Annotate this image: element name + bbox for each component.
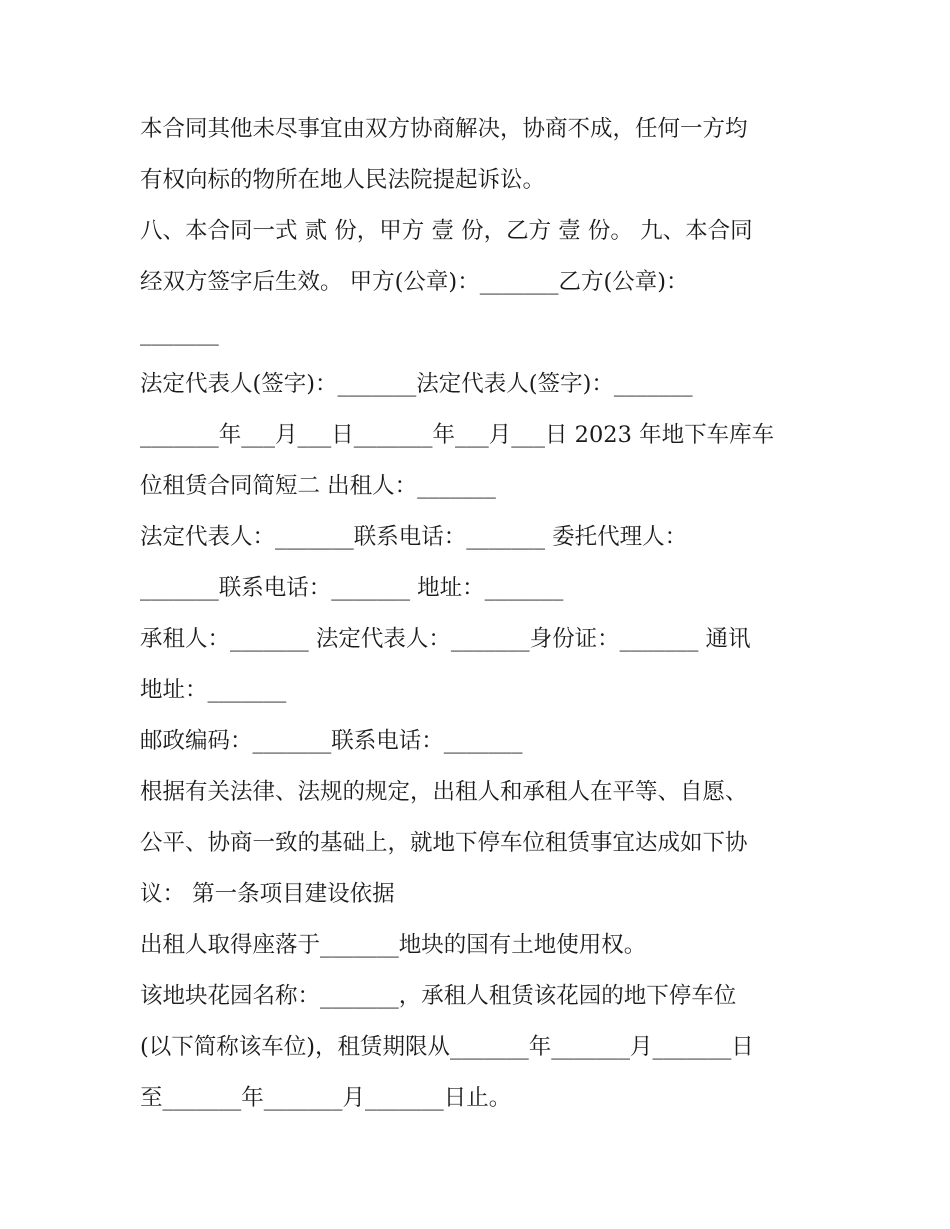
text-line: 经双方签字后生效。 甲方(公章)：_______乙方(公章)： xyxy=(140,269,689,295)
text-line: 位租赁合同简短二 出租人：_______ xyxy=(140,473,496,499)
text-line: 出租人取得座落于_______地块的国有土地使用权。 xyxy=(140,932,647,958)
text-line: 根据有关法律、法规的规定，出租人和承租人在平等、自愿、 xyxy=(140,779,748,805)
text-line: (以下简称该车位)，租赁期限从_______年_______月_______日 xyxy=(140,1034,754,1060)
text-line: 议： 第一条项目建设依据 xyxy=(140,881,395,907)
text-line: _______联系电话：_______ 地址：_______ xyxy=(140,575,564,601)
text-line: 八、本合同一式 贰 份，甲方 壹 份，乙方 壹 份。 九、本合同 xyxy=(140,218,753,244)
text-line: 邮政编码：_______联系电话：_______ xyxy=(140,728,523,754)
text-line: _______年___月___日_______年___月___日 2023 年地下车库车 xyxy=(140,422,775,448)
text-line: 法定代表人(签字)：_______法定代表人(签字)：_______ xyxy=(140,371,693,397)
text-line: 地址：_______ xyxy=(140,677,287,703)
text-line: 承租人：_______ 法定代表人：_______身份证：_______ 通讯 xyxy=(140,626,751,652)
text-line: _______ xyxy=(140,320,219,346)
text-line: 有权向标的物所在地人民法院提起诉讼。 xyxy=(140,167,546,193)
text-line: 本合同其他未尽事宜由双方协商解决，协商不成，任何一方均 xyxy=(140,116,748,142)
text-line: 公平、协商一致的基础上，就地下停车位租赁事宜达成如下协 xyxy=(140,830,748,856)
text-line: 至_______年_______月_______日止。 xyxy=(140,1085,512,1111)
text-line: 该地块花园名称：_______，承租人租赁该花园的地下停车位 xyxy=(140,983,737,1009)
contract-text xyxy=(140,104,820,1124)
text-line: 法定代表人：_______联系电话：_______ 委托代理人： xyxy=(140,524,688,550)
